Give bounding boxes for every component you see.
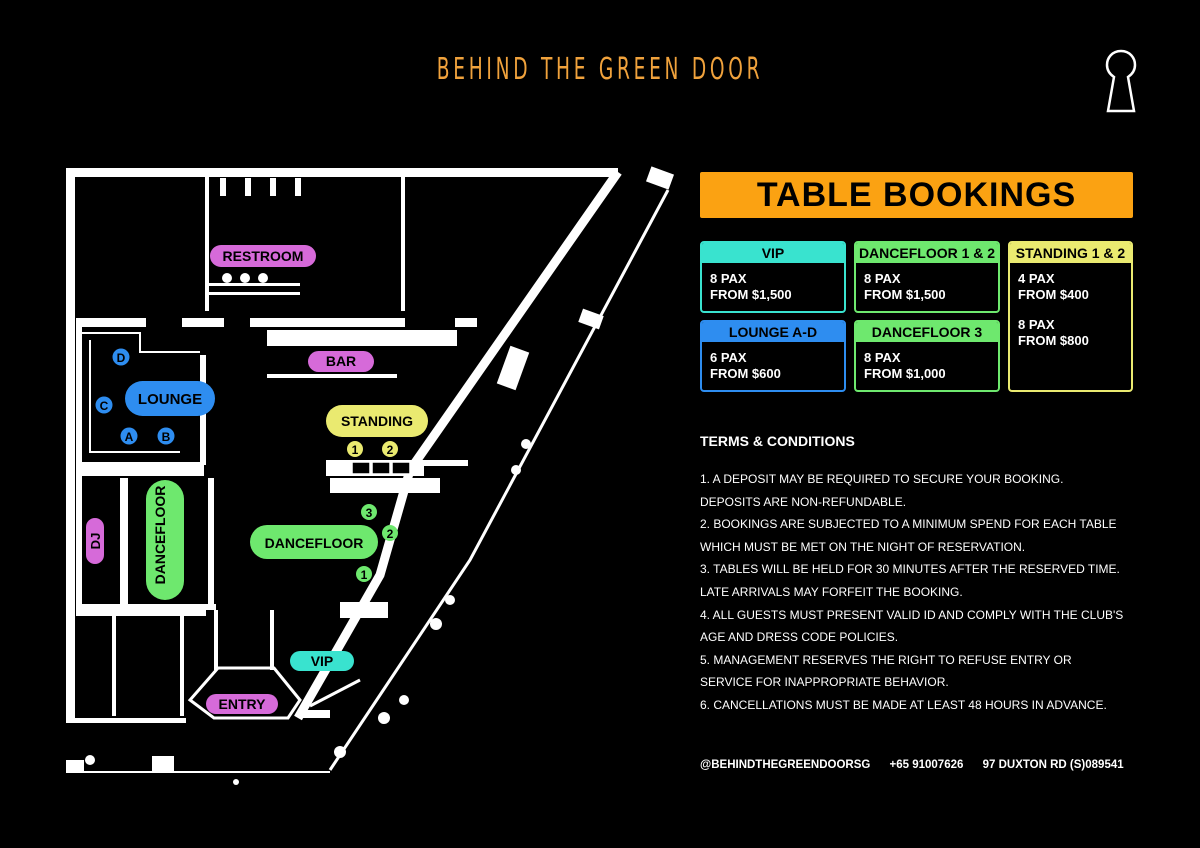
- svg-text:2: 2: [386, 527, 394, 541]
- booking-card-title: STANDING 1 & 2: [1010, 243, 1131, 263]
- terms-line: 2. BOOKINGS ARE SUBJECTED TO A MINIMUM SPEND FOR EACH TABLE: [700, 517, 1117, 532]
- keyhole-icon: [1104, 48, 1138, 114]
- zone-entry: [206, 694, 278, 714]
- lounge-label: LOUNGE: [137, 391, 203, 408]
- standing-label: STANDING: [340, 413, 414, 429]
- standing-counter-seats: [352, 462, 410, 474]
- booking-price: FROM $600: [710, 366, 781, 381]
- restroom-basins: [222, 273, 268, 283]
- terms-line: 3. TABLES WILL BE HELD FOR 30 MINUTES AFTER THE RESERVED TIME.: [700, 562, 1120, 577]
- svg-text:2: 2: [386, 443, 394, 457]
- booking-card-lounge-a-d[interactable]: [700, 320, 846, 392]
- svg-text:1: 1: [351, 443, 359, 457]
- standing-table-1[interactable]: [347, 441, 363, 457]
- booking-card-dancefloor-3[interactable]: [854, 320, 1000, 392]
- dancefloor-main-label: DANCEFLOOR: [264, 535, 364, 551]
- terms-line: WHICH MUST BE MET ON THE NIGHT OF RESERVATION.: [700, 539, 1026, 554]
- zone-bar: [308, 351, 374, 372]
- booking-pax: 8 PAX: [710, 271, 747, 286]
- lounge-table-b[interactable]: [158, 428, 175, 445]
- terms-line: SERVICE FOR INAPPROPRIATE BEHAVIOR.: [700, 675, 949, 690]
- booking-pax: 6 PAX: [710, 350, 747, 365]
- dancefloor-table-3[interactable]: [361, 504, 377, 520]
- booking-card-standing-1-2[interactable]: [1008, 241, 1133, 392]
- booking-pax: 4 PAX: [1018, 271, 1055, 286]
- booking-pax: 8 PAX: [864, 271, 901, 286]
- standing-table-2[interactable]: [382, 441, 398, 457]
- entry-label: ENTRY: [218, 696, 266, 712]
- svg-text:B: B: [161, 430, 171, 444]
- booking-price: FROM $1,000: [864, 366, 946, 381]
- terms-heading: TERMS & CONDITIONS: [700, 433, 855, 449]
- booking-pax: 8 PAX: [864, 350, 901, 365]
- dancefloor-side-label: DANCEFLOOR: [152, 485, 168, 585]
- svg-text:3: 3: [365, 506, 373, 520]
- address: 97 DUXTON RD (S)089541: [982, 759, 1124, 771]
- booking-price: FROM $1,500: [864, 287, 946, 302]
- dj-label: DJ: [88, 532, 103, 550]
- lounge-table-d[interactable]: [113, 349, 130, 366]
- svg-text:A: A: [124, 430, 134, 444]
- terms-line: 4. ALL GUESTS MUST PRESENT VALID ID AND COMPLY WITH THE CLUB'S: [700, 607, 1124, 622]
- lounge-table-c[interactable]: [96, 397, 113, 414]
- zone-lounge: [125, 381, 215, 416]
- zone-standing: [326, 405, 428, 437]
- phone-number[interactable]: +65 91007626: [889, 759, 964, 771]
- restroom-label: RESTROOM: [222, 248, 304, 264]
- booking-card-dancefloor-1-2[interactable]: [854, 241, 1000, 313]
- booking-card-vip[interactable]: [700, 241, 846, 313]
- zone-dancefloor-main: [250, 525, 378, 559]
- vip-label: VIP: [310, 653, 334, 669]
- terms-line: LATE ARRIVALS MAY FORFEIT THE BOOKING.: [700, 584, 963, 599]
- booking-card-title: LOUNGE A-D: [702, 322, 844, 342]
- booking-pax: 8 PAX: [1018, 317, 1055, 332]
- terms-line: 6. CANCELLATIONS MUST BE MADE AT LEAST 48 HOURS IN ADVANCE.: [700, 697, 1107, 712]
- table-bookings-banner: TABLE BOOKINGS: [700, 172, 1133, 218]
- booking-price: FROM $1,500: [710, 287, 792, 302]
- svg-text:C: C: [99, 399, 109, 413]
- terms-list: [700, 468, 1140, 717]
- booking-price: FROM $800: [1018, 333, 1089, 348]
- svg-text:1: 1: [360, 568, 368, 582]
- lounge-table-a[interactable]: [121, 428, 138, 445]
- zone-restroom: [210, 245, 316, 267]
- dancefloor-table-1[interactable]: [356, 566, 372, 582]
- instagram-handle[interactable]: @BEHINDTHEGREENDOORSG: [700, 759, 871, 771]
- zone-vip: [290, 651, 354, 671]
- zone-dancefloor-side: [146, 480, 184, 600]
- booking-card-title: DANCEFLOOR 3: [856, 322, 998, 342]
- booking-card-title: DANCEFLOOR 1 & 2: [856, 243, 998, 263]
- dancefloor-table-2[interactable]: [382, 525, 398, 541]
- terms-line: DEPOSITS ARE NON-REFUNDABLE.: [700, 494, 907, 509]
- terms-line: 5. MANAGEMENT RESERVES THE RIGHT TO REFUSE ENTRY OR: [700, 652, 1072, 667]
- bar-label: BAR: [325, 353, 357, 369]
- venue-title: BEHIND THE GREEN DOOR: [436, 52, 764, 87]
- booking-card-title: VIP: [702, 243, 844, 263]
- zone-dj: [86, 518, 104, 564]
- contact-footer: [700, 759, 1124, 771]
- svg-text:D: D: [116, 351, 126, 365]
- booking-price: FROM $400: [1018, 287, 1089, 302]
- terms-line: AGE AND DRESS CODE POLICIES.: [700, 630, 899, 645]
- terms-line: 1. A DEPOSIT MAY BE REQUIRED TO SECURE YOUR BOOKING.: [700, 472, 1064, 486]
